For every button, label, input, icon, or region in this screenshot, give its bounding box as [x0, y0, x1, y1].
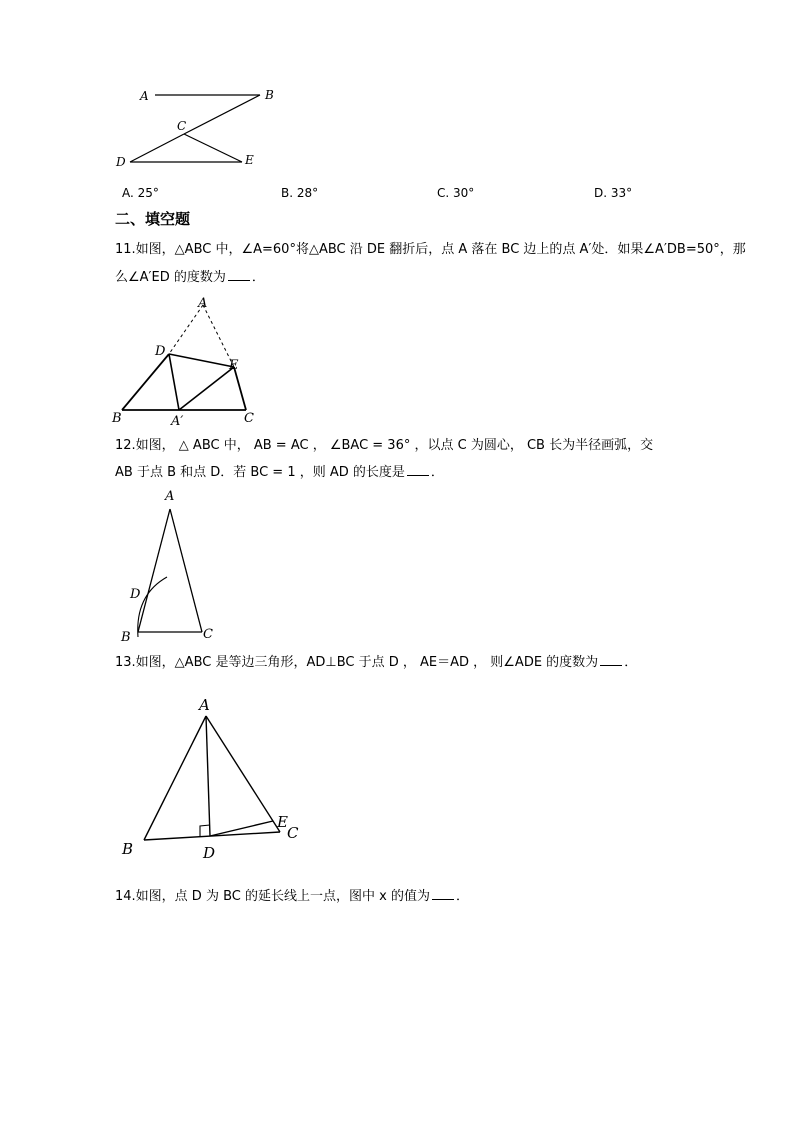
q12-line-1: 12.如图， △ ABC 中， AB = AC ， ∠BAC = 36° ，以点 C 为圆心， CB 长为半径画弧，交: [115, 438, 654, 453]
q11-label-e: E: [229, 358, 239, 373]
q11-label-d: D: [155, 344, 166, 359]
fig1-label-d: D: [116, 155, 126, 169]
q14-text: 14.如图，点 D 为 BC 的延长线上一点，图中 x 的值为: [115, 889, 430, 904]
q11-line-1: 11.如图，△ABC 中，∠A=60°将△ABC 沿 DE 翻折后，点 A 落在 BC 边上的点 A′处．如果∠A′DB=50°，那: [115, 242, 746, 257]
q12-label-d: D: [130, 587, 141, 602]
fig1-label-c: C: [177, 119, 187, 133]
q11-label-a-prime: A′: [171, 414, 184, 428]
q11-answer-blank[interactable]: [228, 268, 250, 281]
q11-label-a: A: [198, 296, 208, 311]
figure-q12-isosceles-arc: [115, 485, 225, 645]
option-b: B. 28°: [281, 186, 319, 200]
q12-answer-blank[interactable]: [407, 463, 429, 476]
option-c: C. 30°: [437, 186, 475, 200]
q14-line: 14.如图，点 D 为 BC 的延长线上一点，图中 x 的值为 ．: [115, 889, 469, 904]
q14-answer-blank[interactable]: [432, 887, 454, 900]
fig1-label-e: E: [245, 153, 254, 167]
q11-label-c: C: [244, 411, 254, 426]
q12-label-c: C: [203, 627, 213, 642]
q12-line-2: AB 于点 B 和点 D．若 BC = 1 ，则 AD 的长度是 ．: [115, 465, 444, 480]
q12-label-b: B: [121, 630, 131, 645]
fig1-label-b: B: [265, 88, 274, 102]
fig1-label-a: A: [140, 89, 149, 103]
q13-label-a: A: [199, 696, 210, 714]
option-d: D. 33°: [594, 186, 633, 200]
q13-answer-blank[interactable]: [600, 653, 622, 666]
q13-label-b: B: [122, 840, 134, 858]
q13-label-d: D: [203, 844, 216, 862]
section-title: 二、填空题: [115, 210, 191, 228]
q13-label-c: C: [287, 824, 299, 842]
figure-q13-equilateral-triangle: [115, 692, 315, 867]
q13-label-e: E: [277, 813, 288, 831]
figure-q11-folded-triangle: [108, 293, 268, 428]
q12-text: AB 于点 B 和点 D．若 BC = 1 ，则 AD 的长度是: [115, 465, 405, 480]
q11-text: 么∠A′ED 的度数为: [115, 270, 226, 285]
q11-label-b: B: [112, 411, 122, 426]
option-a: A. 25°: [122, 186, 159, 200]
figure-1-parallel-lines: [110, 84, 290, 174]
q12-label-a: A: [165, 489, 175, 504]
q11-line-2: 么∠A′ED 的度数为 ．: [115, 270, 265, 285]
q13-line: 13.如图，△ABC 是等边三角形，AD⊥BC 于点 D ， AE＝AD ， 则∠ADE 的度数为 ．: [115, 655, 638, 670]
q13-text: 13.如图，△ABC 是等边三角形，AD⊥BC 于点 D ， AE＝AD ， 则∠ADE 的度数为: [115, 655, 599, 670]
